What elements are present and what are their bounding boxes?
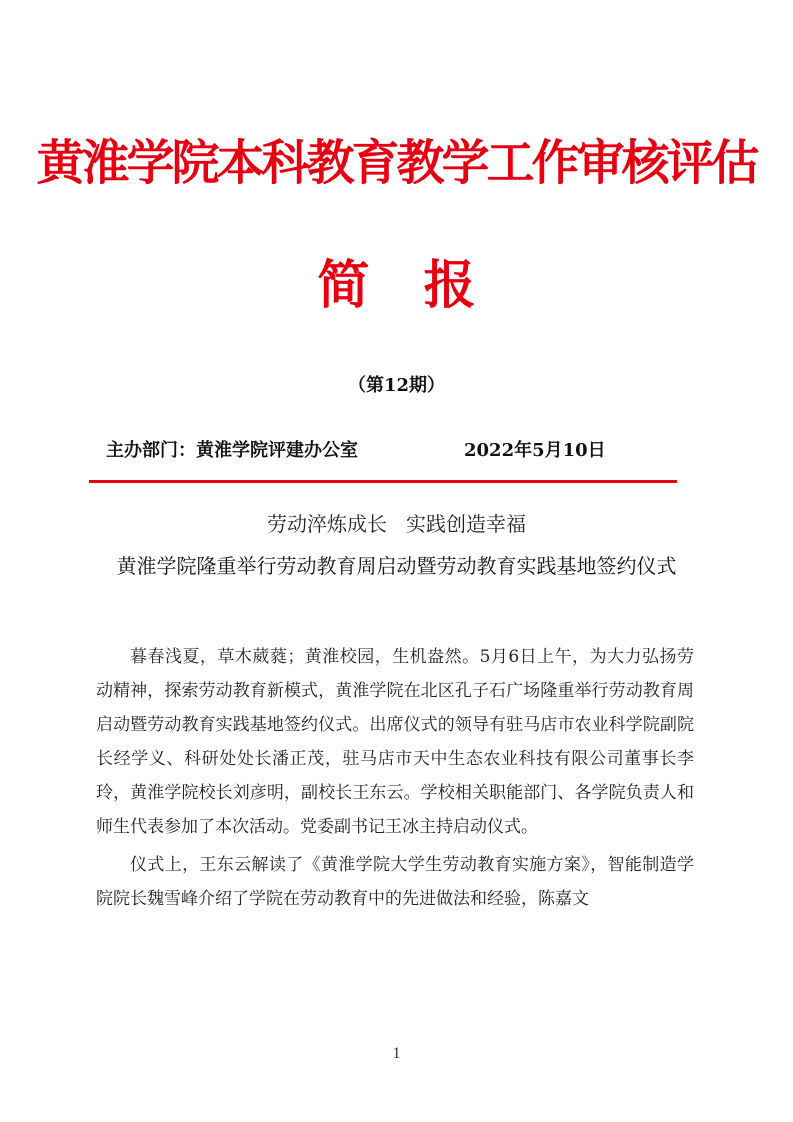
article-subheadline: 黄淮学院隆重举行劳动教育周启动暨劳动教育实践基地签约仪式 — [116, 554, 677, 578]
masthead-title: 黄淮学院本科教育教学工作审核评估 — [36, 135, 757, 191]
paragraph: 暮春浅夏，草木葳蕤；黄淮校园，生机盎然。5月6日上午，为大力弘扬劳动精神，探索劳动教育新模式，黄淮学院在北区孔子石广场隆重举行劳动教育周启动暨劳动教育实践基地签约仪式。出席仪式的领导有驻马店市农业科学院副院长经学义、科研处处长潘正茂，驻马店市天中生态农业科技有限公司董事长李玲，黄淮学院校长刘彦明，副校长王东云。学校相关职能部门、各学院负责人和师生代表参加了本次活动。党委副书记王冰主持启动仪式。 — [96, 647, 694, 837]
issue-date: 2022年5月10日 — [464, 440, 606, 461]
meta-row — [106, 437, 686, 465]
masthead-subtitle: 简 报 — [317, 255, 476, 316]
article-headline: 劳动淬炼成长 实践创造幸福 — [266, 512, 527, 536]
paragraph: 仪式上，王东云解读了《黄淮学院大学生劳动教育实施方案》，智能制造学院院长魏雪峰介绍了学院在劳动教育中的先进做法和经验，陈嘉文 — [96, 855, 694, 909]
issue-number: （第12期） — [347, 375, 446, 396]
sponsor-department: 主办部门：黄淮学院评建办公室 — [106, 440, 358, 461]
article-body — [96, 640, 694, 920]
red-divider — [89, 480, 677, 483]
page-number: 1 — [392, 1045, 401, 1062]
